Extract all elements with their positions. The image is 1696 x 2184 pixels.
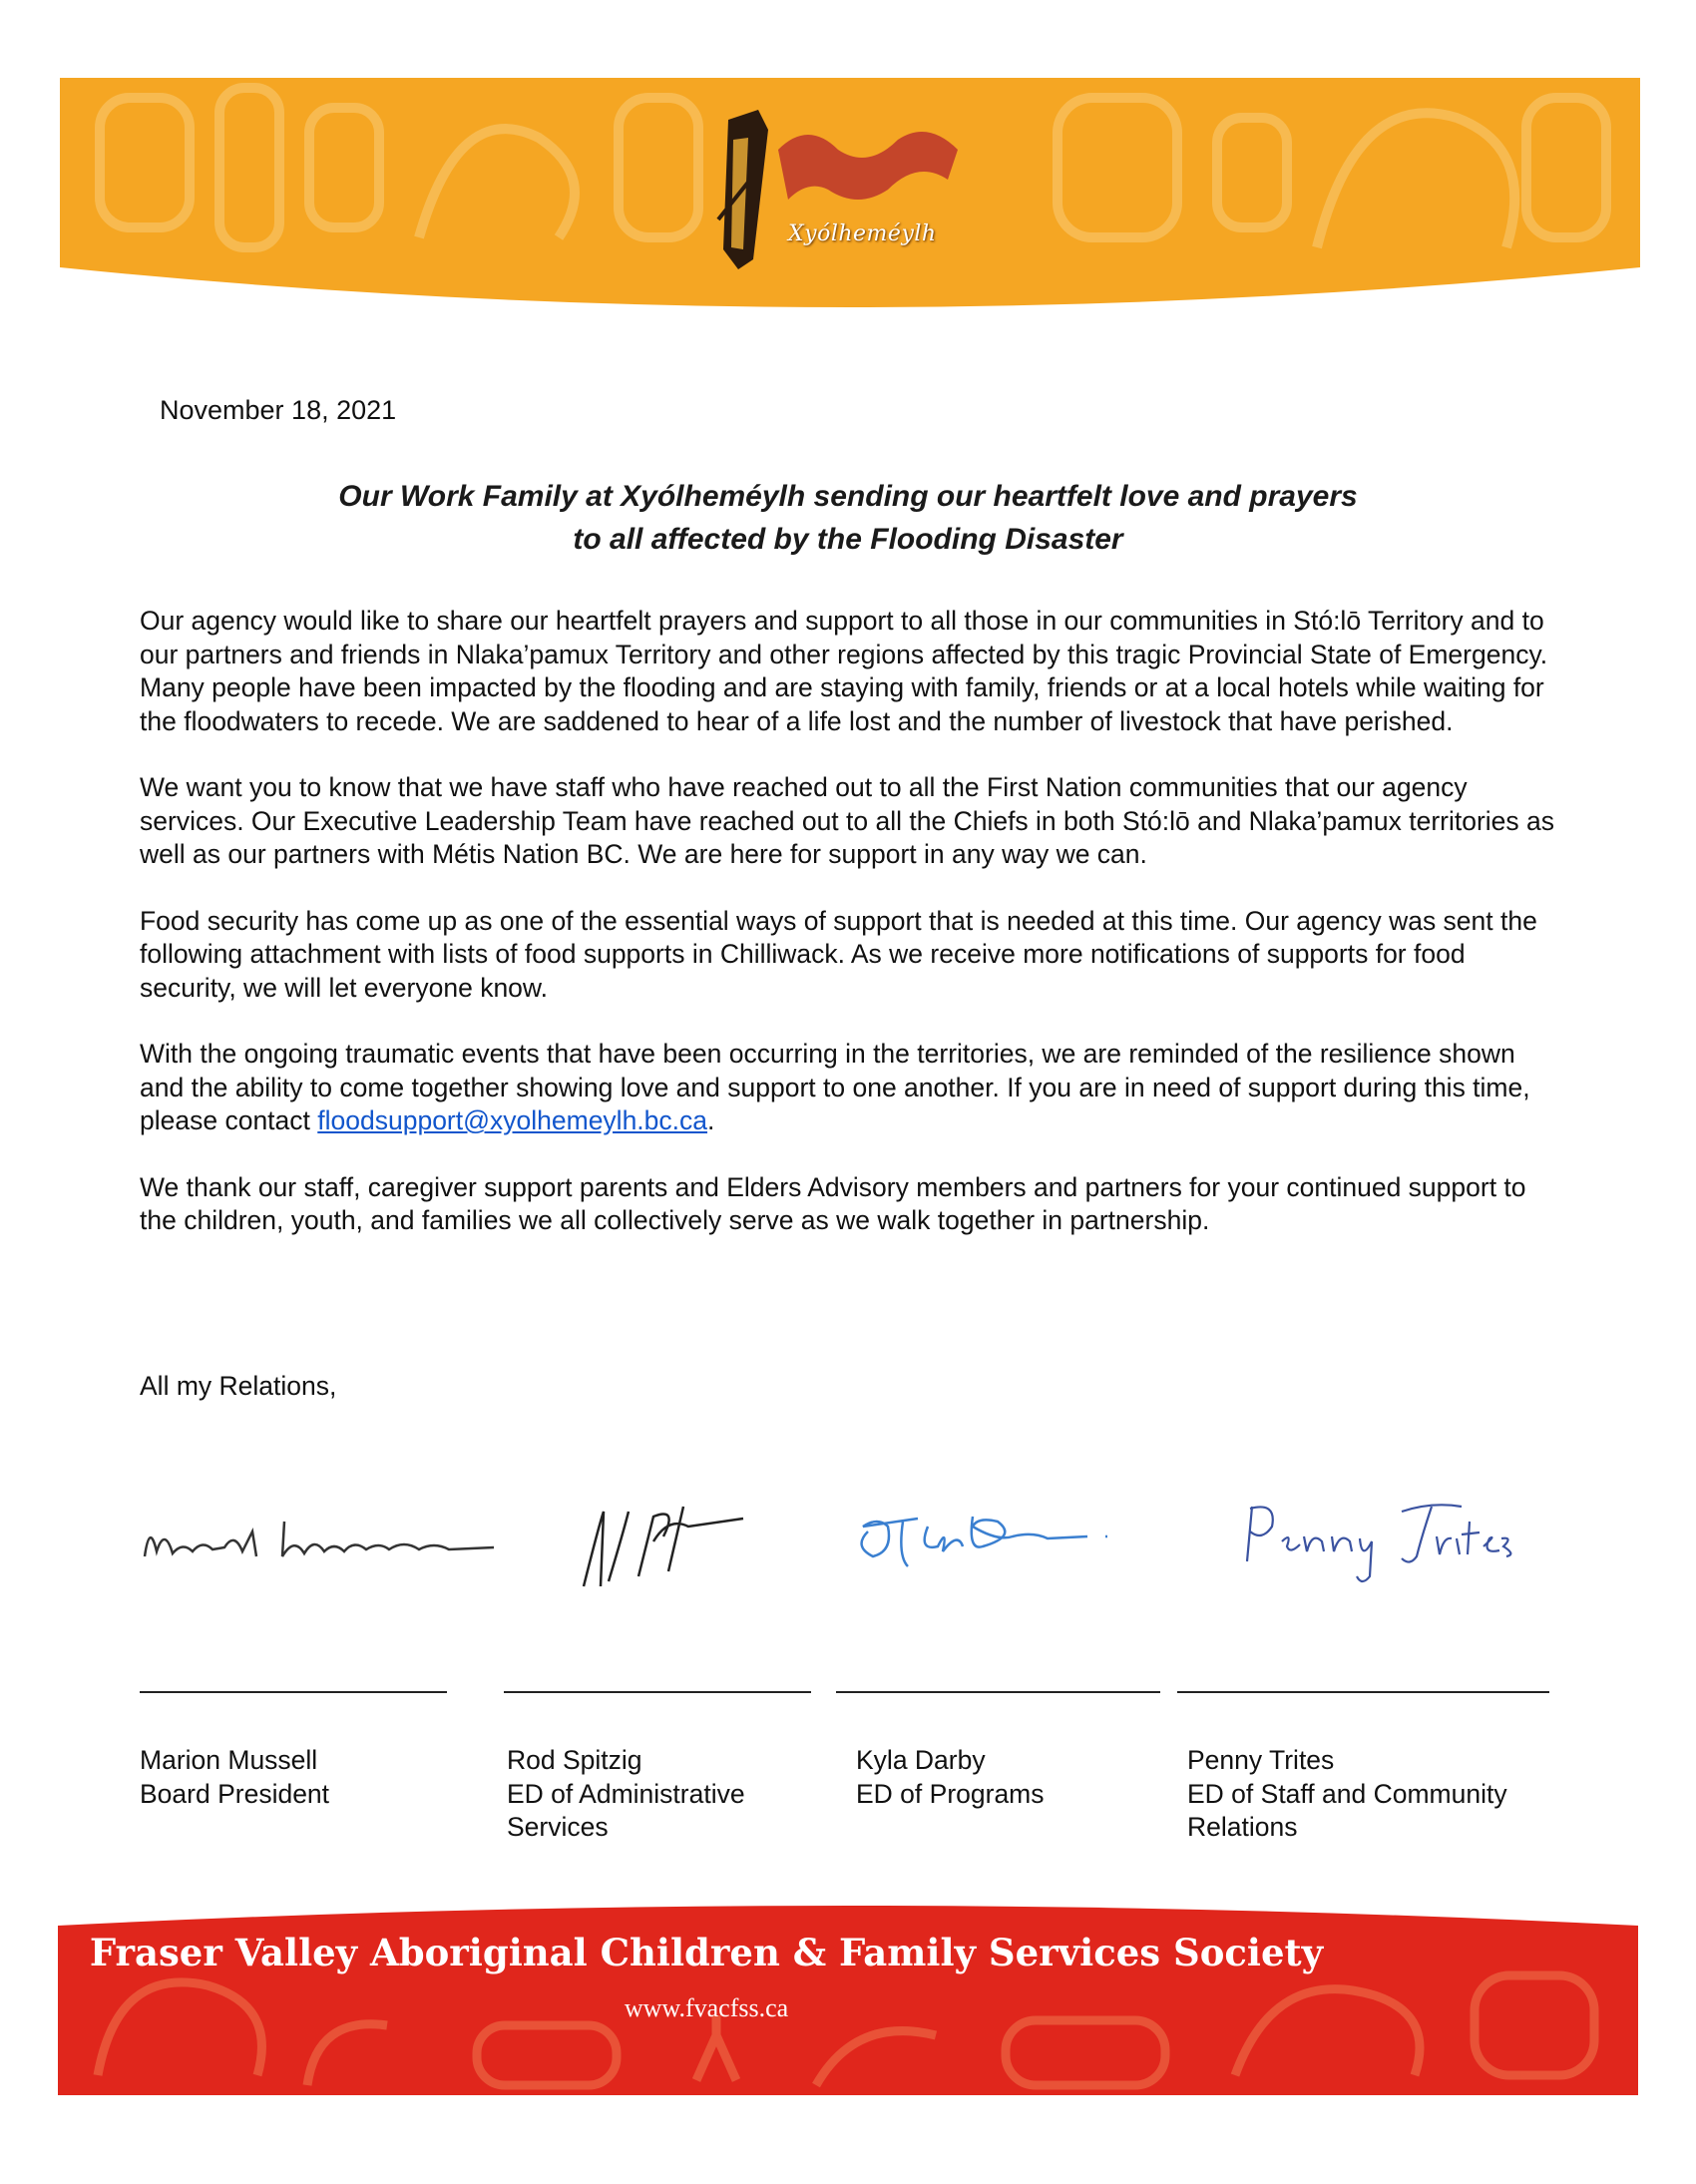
signer-title: ED of Programs <box>856 1778 1045 1809</box>
letter-body <box>140 605 1566 1271</box>
signer-kyla-darby <box>856 1744 1165 1811</box>
heading-line-1: Our Work Family at Xyólheméylh sending our heartfelt love and prayers <box>338 480 1358 513</box>
paragraph-contact-end: . <box>707 1105 715 1135</box>
signature-line <box>504 1691 811 1693</box>
signer-name: Rod Spitzig <box>507 1745 642 1775</box>
signature-marion-mussell <box>135 1502 534 1586</box>
signature-penny-trites <box>1232 1487 1521 1601</box>
letter-closing: All my Relations, <box>140 1371 337 1401</box>
paragraph-contact-text: With the ongoing traumatic events that have been occurring in the territories, we are reminded of the resilience shown and the ability to come together showing love and support to one another. If you are in need of support during this time, please contact <box>140 1039 1530 1135</box>
footer-website-link[interactable]: www.fvacfss.ca <box>624 1993 789 2022</box>
signer-title: ED of Staff and Community Relations <box>1187 1778 1507 1842</box>
signer-title: ED of Administrative Services <box>507 1778 745 1842</box>
signer-name: Kyla Darby <box>856 1745 986 1775</box>
signer-name: Penny Trites <box>1187 1745 1335 1775</box>
paragraph: Our agency would like to share our heartfelt prayers and support to all those in our communities in Stó:lō Territory and to our partners and friends in Nlaka’pamux Territory and other regions affected by this tragic Provincial State of Emergency. Many people have been impacted by the flooding and are staying with family, friends or at a local hotels while waiting for the floodwaters to recede. We are saddened to hear of a life lost and the number of livestock that have perished. <box>140 606 1548 736</box>
xyolhemeylh-logo <box>698 110 988 279</box>
paragraph-contact <box>140 1038 1566 1138</box>
paragraph: Food security has come up as one of the essential ways of support that is needed at this time. Our agency was sent the following attachment with lists of food supports in Chilliwack. As we receive more notifications of supports for food security, we will let everyone know. <box>140 905 1537 1003</box>
signer-name: Marion Mussell <box>140 1745 318 1775</box>
paragraph: We thank our staff, caregiver support parents and Elders Advisory members and partners for your continued support to the children, youth, and families we all collectively serve as we walk together in partnership. <box>140 1171 1526 1235</box>
letter-heading <box>140 475 1556 561</box>
logo-text: Xyólheméylh <box>788 221 937 246</box>
letter-date: November 18, 2021 <box>160 395 397 425</box>
signer-rod-spitzig <box>507 1744 816 1845</box>
signer-penny-trites <box>1187 1744 1566 1845</box>
signer-title: Board President <box>140 1778 330 1809</box>
heading-line-2: to all affected by the Flooding Disaster <box>573 523 1123 556</box>
signature-line <box>1177 1691 1549 1693</box>
floodsupport-email-link[interactable]: floodsupport@xyolhemeylh.bc.ca <box>317 1105 708 1135</box>
signature-kyla-darby <box>848 1497 1117 1581</box>
footer-organization-name: Fraser Valley Aboriginal Children & Family Services Society <box>89 1931 1324 1974</box>
paragraph: We want you to know that we have staff who have reached out to all the First Nation communities that our agency services. Our Executive Leadership Team have reached out to all the Chiefs in both Stó:lō and Nlaka’pamux territories as well as our partners with Métis Nation BC. We are here for support in any way we can. <box>140 772 1555 869</box>
signer-marion-mussell <box>140 1744 469 1811</box>
signature-line <box>836 1691 1160 1693</box>
signature-line <box>140 1691 447 1693</box>
signature-rod-spitzig <box>569 1497 768 1601</box>
